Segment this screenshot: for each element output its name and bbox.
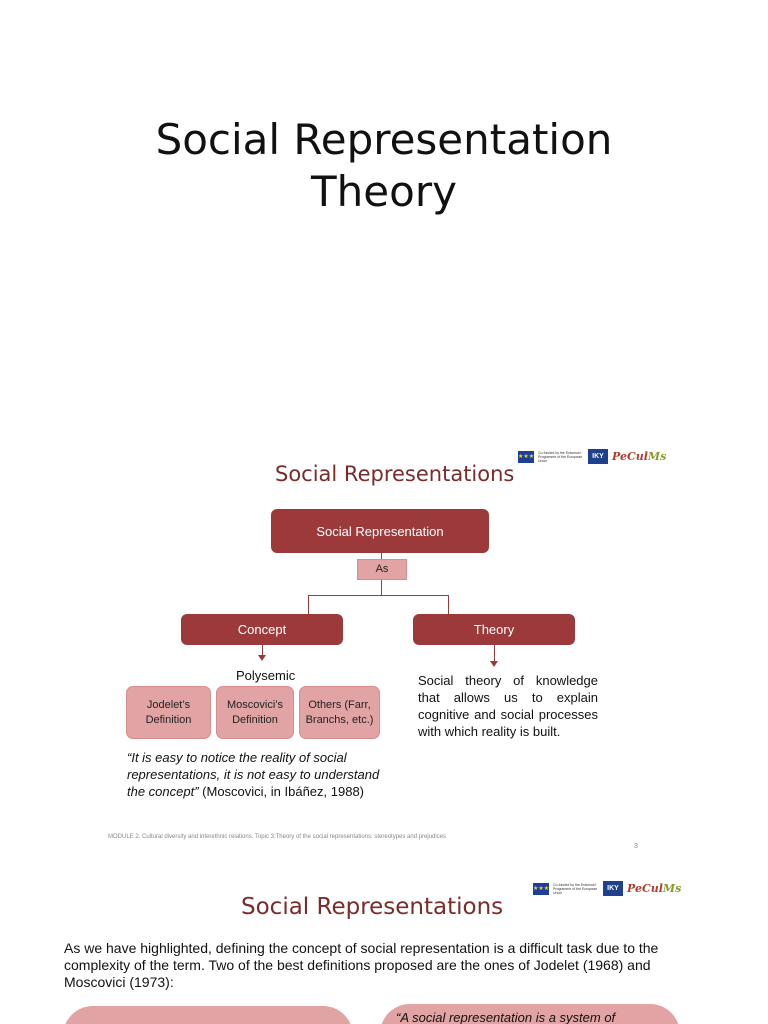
connector-to-theory [448, 595, 449, 614]
diagram-node-social-representation: Social Representation [271, 509, 489, 553]
connector-as-down [381, 580, 382, 595]
arrow-down-icon [258, 655, 266, 661]
pecul-logo-accent: Ms [662, 881, 682, 895]
slide-title [0, 114, 768, 218]
slide-heading: Social Representations [275, 462, 515, 486]
arrow-down-icon [490, 661, 498, 667]
eu-cofunded-text: Co-funded by the Erasmus+ Programme of the European Union [538, 450, 583, 463]
iky-logo: IKY [588, 449, 608, 464]
iky-logo: IKY [603, 881, 623, 896]
slide-title-line-2: Theory [311, 167, 457, 216]
pecul-logo-main: PeCul [627, 881, 663, 895]
theory-description: Social theory of knowledge that allows us to explain cognitive and social processes with which reality is built. [418, 673, 598, 739]
pecul-logo [612, 450, 666, 464]
connector-to-concept [308, 595, 309, 614]
partner-logos [533, 881, 681, 896]
diagram-node-as: As [357, 559, 407, 580]
pecul-logo [627, 882, 681, 896]
pecul-logo-accent: Ms [647, 449, 667, 463]
intro-paragraph: As we have highlighted, defining the concept of social representation is a difficult task due to the complexity of the term. Two of the best definitions proposed are the ones of Jodelet (1968) and Moscovici (1973): [64, 940, 659, 990]
slide-title-line-1: Social Representation [155, 115, 613, 164]
diagram-node-concept: Concept [181, 614, 343, 645]
page-number: 3 [634, 843, 638, 850]
diagram-node-theory: Theory [413, 614, 575, 645]
polysemic-label: Polysemic [236, 668, 296, 683]
pecul-logo-main: PeCul [612, 449, 648, 463]
partner-logos [518, 449, 666, 464]
definition-box-moscovici: Moscovici’s Definition [216, 686, 294, 739]
connector-horizontal [308, 595, 448, 596]
eu-cofunded-text: Co-funded by the Erasmus+ Programme of the European Union [553, 882, 598, 895]
definition-box-others: Others (Farr, Branchs, etc.) [299, 686, 380, 739]
slide-heading: Social Representations [241, 894, 504, 920]
eu-flag-icon: ★★★ [518, 451, 534, 463]
moscovici-quote [127, 749, 385, 800]
slide-footer: MODULE 2. Cultural diversity and interethnic relations. Topic 3:Theory of the social representations: stereotypes and prejudices [108, 834, 447, 840]
definition-pill-left [63, 1006, 353, 1024]
quote-text: “It is easy to notice the reality of social representations, it is not easy to understand the concept” [127, 750, 380, 799]
quote-citation: (Moscovici, in Ibáñez, 1988) [198, 784, 365, 799]
eu-flag-icon: ★★★ [533, 883, 549, 895]
arrow-theory-shaft [494, 645, 495, 662]
definition-pill-right-text: “A social representation is a system of [396, 1010, 616, 1024]
definition-box-jodelet: Jodelet’s Definition [126, 686, 211, 739]
